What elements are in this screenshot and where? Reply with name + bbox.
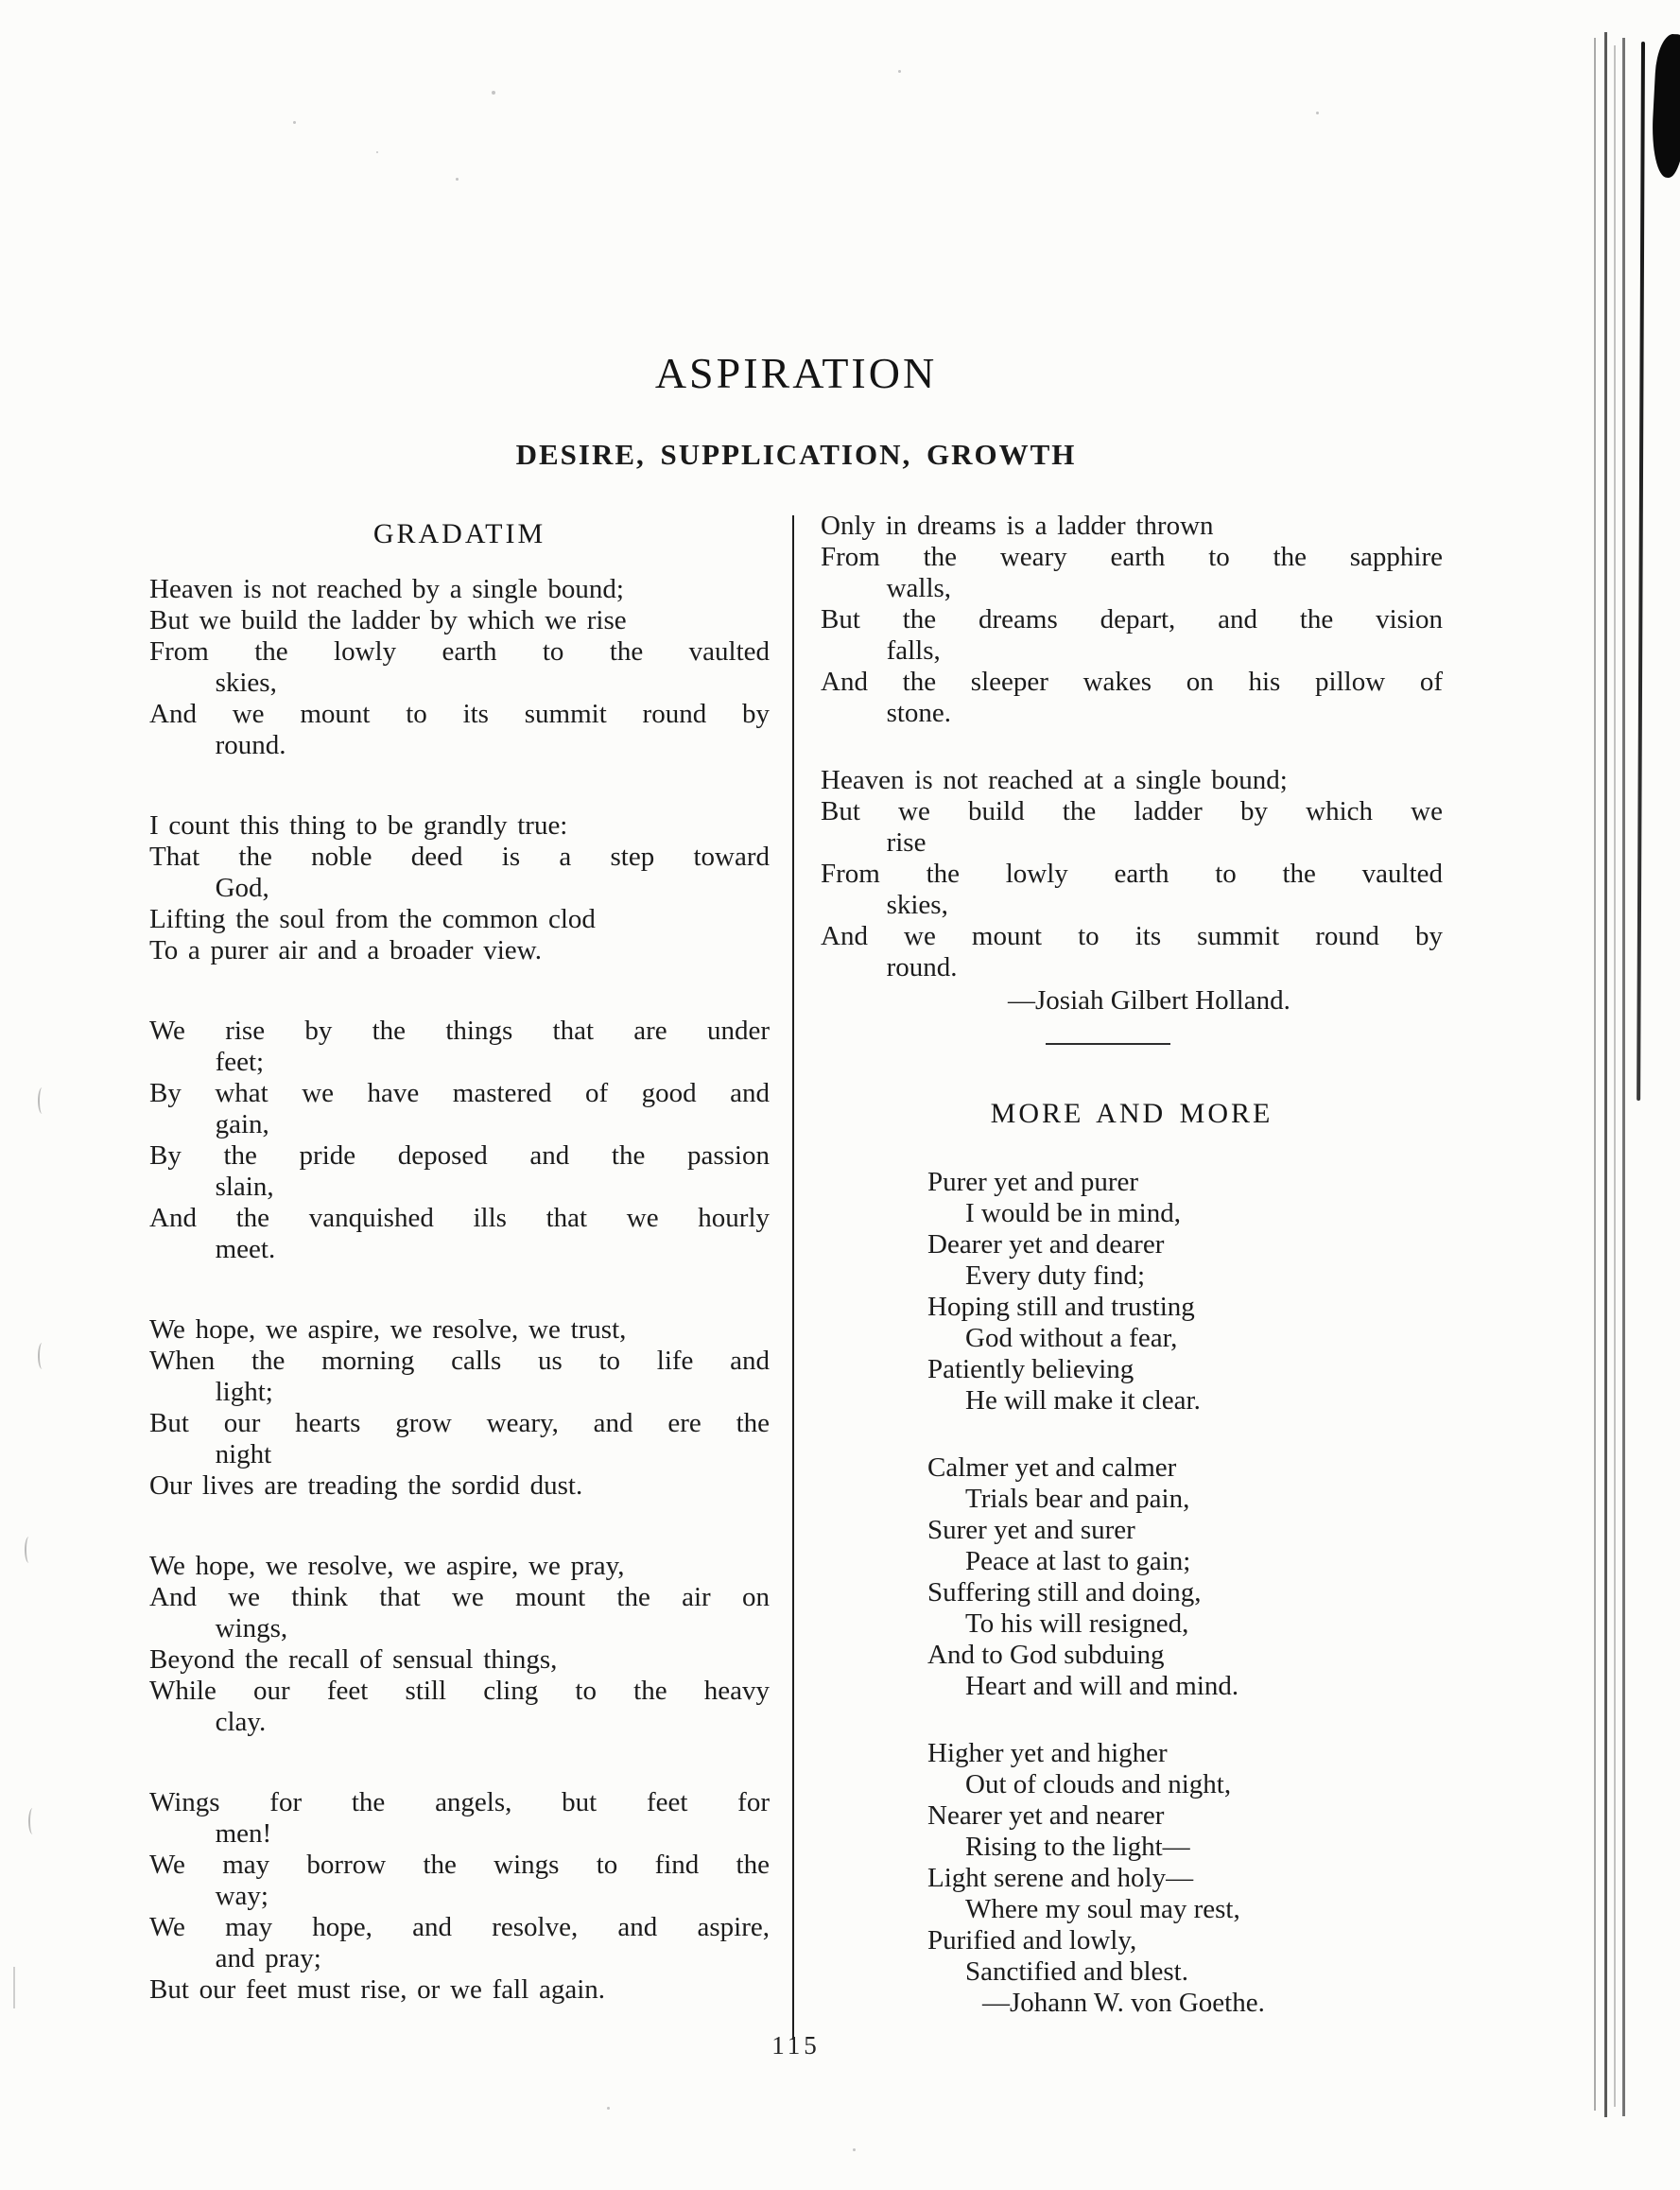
scan-artifact-speck xyxy=(456,178,459,181)
scan-artifact-margin-mark xyxy=(28,1808,37,1834)
scan-artifact-speck xyxy=(376,151,378,153)
poem-line: From the weary earth to the sapphire xyxy=(821,542,1443,572)
poem-line: Suffering still and doing, xyxy=(927,1577,1202,1608)
scan-artifact-margin-mark xyxy=(13,1967,22,2008)
stanza xyxy=(149,810,770,966)
poem-line: Beyond the recall of sensual things, xyxy=(149,1644,558,1675)
poem-line: To a purer air and a broader view. xyxy=(149,935,542,965)
poem-line: men! xyxy=(215,1818,272,1849)
poem-line: Calmer yet and calmer xyxy=(927,1452,1177,1483)
scan-artifact-speck xyxy=(607,2107,610,2110)
poem-line: Peace at last to gain; xyxy=(965,1546,1191,1576)
poem-line: slain, xyxy=(215,1172,274,1202)
poem-line: Dearer yet and dearer xyxy=(927,1229,1165,1260)
poem-line: Heart and will and mind. xyxy=(965,1671,1239,1701)
poem-line: Rising to the light— xyxy=(965,1832,1190,1862)
poem-line: Nearer yet and nearer xyxy=(927,1800,1165,1831)
poem-line: God without a fear, xyxy=(965,1323,1178,1353)
poem-line: skies, xyxy=(886,890,948,920)
poem-line: wings, xyxy=(215,1613,288,1643)
poem-line: When the morning calls us to life and xyxy=(149,1346,770,1376)
poem-line: Only in dreams is a ladder thrown xyxy=(821,511,1214,541)
stanza xyxy=(821,765,1443,983)
section-title: ASPIRATION xyxy=(654,349,938,397)
poem-line: We may hope, and resolve, and aspire, xyxy=(149,1912,770,1942)
poem-line: skies, xyxy=(215,668,277,698)
poem-line: Light serene and holy— xyxy=(927,1863,1194,1893)
poem-line: and pray; xyxy=(215,1943,321,1973)
poem-line: Purified and lowly, xyxy=(927,1925,1137,1955)
scan-artifact-margin-mark xyxy=(38,1343,46,1369)
poem-line: falls, xyxy=(886,635,941,666)
poem-line: By what we have mastered of good and xyxy=(149,1078,770,1108)
page-number: 115 xyxy=(771,2031,821,2060)
poem-line: stone. xyxy=(886,698,952,728)
poem-line: Purer yet and purer xyxy=(927,1167,1139,1197)
scan-artifact-speck xyxy=(293,121,296,124)
poem-line: From the lowly earth to the vaulted xyxy=(149,636,770,667)
gradatim-right-stanzas xyxy=(821,511,1443,983)
scan-artifact-scratch-line xyxy=(1637,42,1645,1101)
poem-line: Patiently believing xyxy=(927,1354,1134,1384)
column-divider-rule xyxy=(792,515,794,2040)
poem-line: But the dreams depart, and the vision xyxy=(821,604,1443,634)
poem-line: Heaven is not reached at a single bound; xyxy=(821,765,1288,795)
poem-line: By the pride deposed and the passion xyxy=(149,1140,770,1171)
poem-line: Heaven is not reached by a single bound; xyxy=(149,574,624,604)
stanza xyxy=(927,1738,1443,1988)
attribution-goethe: —Johann W. von Goethe. xyxy=(982,1988,1265,2018)
attribution-holland: —Josiah Gilbert Holland. xyxy=(1008,985,1290,1016)
poem-line: From the lowly earth to the vaulted xyxy=(821,859,1443,889)
scan-artifact-speck xyxy=(898,70,901,73)
poem-line: Out of clouds and night, xyxy=(965,1769,1232,1799)
stanza xyxy=(149,1787,770,2006)
gradatim-left-stanzas xyxy=(149,574,770,2006)
more-and-more-stanzas xyxy=(821,1167,1443,1988)
scan-artifact-margin-mark xyxy=(38,1087,46,1114)
stanza xyxy=(927,1167,1443,1417)
poem-line: But our hearts grow weary, and ere the xyxy=(149,1408,770,1438)
stanza xyxy=(149,1016,770,1265)
poem-line: Higher yet and higher xyxy=(927,1738,1168,1768)
poem-line: God, xyxy=(215,873,269,903)
poem-line: gain, xyxy=(215,1109,269,1139)
poem-line: clay. xyxy=(215,1707,267,1737)
poem-line: Hoping still and trusting xyxy=(927,1292,1195,1322)
poem-line: And the vanquished ills that we hourly xyxy=(149,1203,770,1233)
poem-line: rise xyxy=(886,827,927,858)
poem-line: meet. xyxy=(215,1234,276,1264)
scan-artifact-binding-line xyxy=(1614,45,1616,2107)
poem-title-gradatim: GRADATIM xyxy=(372,518,546,549)
page-header xyxy=(149,348,1443,472)
scan-artifact-speck xyxy=(853,2148,856,2151)
poem-line: We hope, we aspire, we resolve, we trust, xyxy=(149,1314,627,1345)
poem-line: Wings for the angels, but feet for xyxy=(149,1787,770,1817)
poem-line: We may borrow the wings to find the xyxy=(149,1850,770,1880)
poem-line: Our lives are treading the sordid dust. xyxy=(149,1470,583,1501)
stanza xyxy=(927,1452,1443,1702)
poem-line: Where my soul may rest, xyxy=(965,1894,1240,1924)
section-subtitle: DESIRE, SUPPLICATION, GROWTH xyxy=(515,438,1077,471)
poem-line: feet; xyxy=(215,1047,265,1077)
poem-line: While our feet still cling to the heavy xyxy=(149,1676,770,1706)
poem-title-more-and-more: MORE AND MORE xyxy=(990,1098,1273,1129)
poem-line: We rise by the things that are under xyxy=(149,1016,770,1046)
poem-line: And to God subduing xyxy=(927,1640,1165,1670)
poem-line: light; xyxy=(215,1377,273,1407)
poem-line: That the noble deed is a step toward xyxy=(149,842,770,872)
poem-line: I count this thing to be grandly true: xyxy=(149,810,568,841)
poem-line: Surer yet and surer xyxy=(927,1515,1135,1545)
poem-line: And we mount to its summit round by xyxy=(821,921,1443,951)
poem-line: And we think that we mount the air on xyxy=(149,1582,770,1612)
poem-line: He will make it clear. xyxy=(965,1385,1201,1416)
poem-line: I would be in mind, xyxy=(965,1198,1181,1228)
stanza xyxy=(149,1551,770,1738)
stanza xyxy=(821,511,1443,729)
right-column xyxy=(821,511,1443,2019)
poem-line: Lifting the soul from the common clod xyxy=(149,904,596,934)
poem-line: But we build the ladder by which we xyxy=(821,796,1443,826)
scan-artifact-ink-blob xyxy=(1650,33,1680,179)
poem-line: And we mount to its summit round by xyxy=(149,699,770,729)
scan-artifact-speck xyxy=(492,91,495,95)
stanza xyxy=(149,1314,770,1502)
poem-line: night xyxy=(215,1439,272,1469)
poem-line: And the sleeper wakes on his pillow of xyxy=(821,667,1443,697)
poem-line: Trials bear and pain, xyxy=(965,1484,1190,1514)
poem-line: But our feet must rise, or we fall again. xyxy=(149,1974,606,2005)
left-column xyxy=(149,518,770,2006)
scan-artifact-binding-line xyxy=(1594,38,1596,2111)
section-divider-rule xyxy=(1046,1043,1170,1045)
poem-line: But we build the ladder by which we rise xyxy=(149,605,627,635)
scan-artifact-speck xyxy=(1316,112,1319,114)
scan-artifact-margin-mark xyxy=(25,1537,33,1563)
scan-artifact-binding-line xyxy=(1604,32,1607,2117)
poem-line: Every duty find; xyxy=(965,1260,1146,1291)
scan-artifact-binding-line xyxy=(1622,38,1625,2116)
poem-line: round. xyxy=(886,952,958,982)
poem-line: Sanctified and blest. xyxy=(965,1956,1188,1987)
stanza xyxy=(149,574,770,761)
poem-line: round. xyxy=(215,730,286,760)
poem-line: To his will resigned, xyxy=(965,1608,1189,1639)
poem-line: We hope, we resolve, we aspire, we pray, xyxy=(149,1551,625,1581)
poem-line: way; xyxy=(215,1881,268,1911)
poem-line: walls, xyxy=(886,573,952,603)
